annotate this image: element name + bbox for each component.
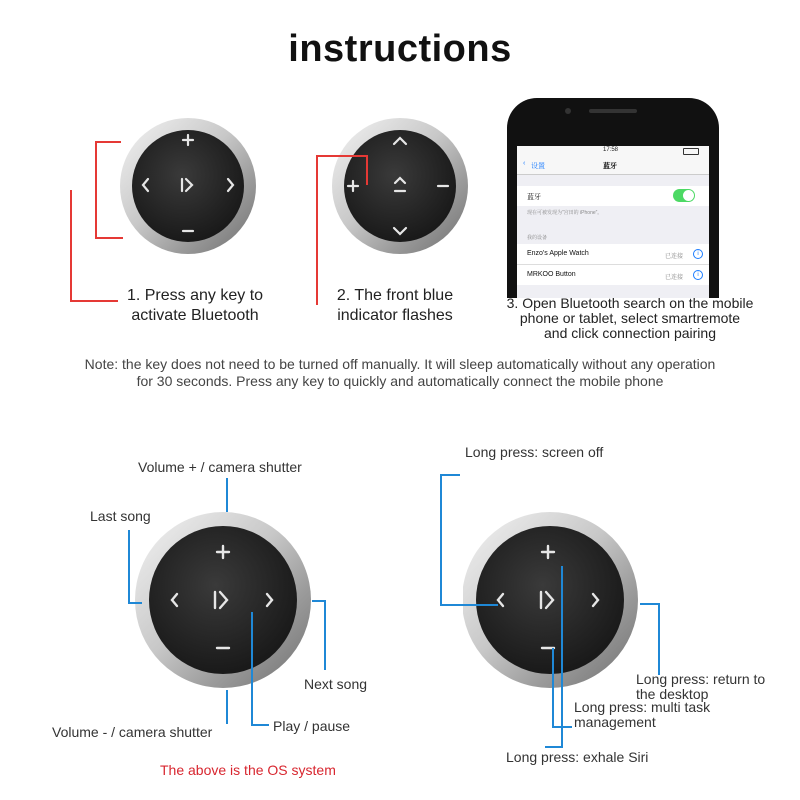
info-icon[interactable]: i bbox=[693, 270, 703, 280]
auto-sleep-note: Note: the key does not need to be turned off manually. It will sleep automatically without any operation for 30 seconds. Press any key to quickly and automatically connect the mobile phone bbox=[84, 356, 716, 389]
page-title: instructions bbox=[288, 28, 512, 70]
discoverable-text: 现在可被发现为“宫田的 iPhone”。 bbox=[527, 210, 603, 216]
remote-button-step2[interactable] bbox=[310, 111, 490, 261]
speaker-grille bbox=[589, 109, 637, 113]
status-time: 17:58 bbox=[603, 147, 619, 153]
label-volume-up: Volume + / camera shutter bbox=[138, 459, 302, 475]
phone-device bbox=[507, 98, 719, 298]
back-button[interactable]: 设置 bbox=[531, 163, 545, 170]
device-name: Enzo's Apple Watch bbox=[527, 250, 589, 257]
device-name: MRKOO Button bbox=[527, 271, 576, 278]
label-siri: Long press: exhale Siri bbox=[506, 749, 649, 765]
camera-icon bbox=[565, 108, 571, 114]
footer-note: The above is the OS system bbox=[160, 762, 336, 778]
label-screen-off: Long press: screen off bbox=[465, 444, 604, 460]
label-next-song: Next song bbox=[304, 676, 368, 692]
label-return-desktop: Long press: return to the desktop bbox=[636, 671, 766, 702]
label-multi-task: Long press: multi task management bbox=[574, 699, 711, 730]
remote-button-step1[interactable] bbox=[100, 113, 280, 263]
label-play-pause: Play / pause bbox=[273, 718, 351, 734]
device-row[interactable] bbox=[517, 244, 709, 265]
step-2-caption: 2. The front blue indicator flashes bbox=[336, 287, 454, 324]
label-last-song: Last song bbox=[90, 508, 151, 524]
battery-icon bbox=[683, 148, 699, 155]
remote-button-os[interactable] bbox=[135, 510, 315, 690]
step-3-caption: 3. Open Bluetooth search on the mobile phone or tablet, select smartremote and click connection pairing bbox=[506, 295, 754, 341]
bluetooth-label: 蓝牙 bbox=[527, 194, 541, 201]
step-1-caption: 1. Press any key to activate Bluetooth bbox=[126, 287, 264, 324]
label-volume-down: Volume - / camera shutter bbox=[52, 724, 213, 740]
back-chevron-icon[interactable]: ‹ bbox=[523, 160, 526, 167]
nav-title: 蓝牙 bbox=[603, 163, 617, 170]
device-row[interactable] bbox=[517, 265, 709, 285]
device-status: 已连接 bbox=[665, 275, 684, 281]
info-icon[interactable]: i bbox=[693, 249, 703, 259]
bluetooth-toggle[interactable] bbox=[673, 189, 695, 202]
section-header: 我的设备 bbox=[527, 235, 548, 241]
device-status: 已连接 bbox=[665, 254, 684, 260]
phone-screen bbox=[517, 146, 709, 298]
